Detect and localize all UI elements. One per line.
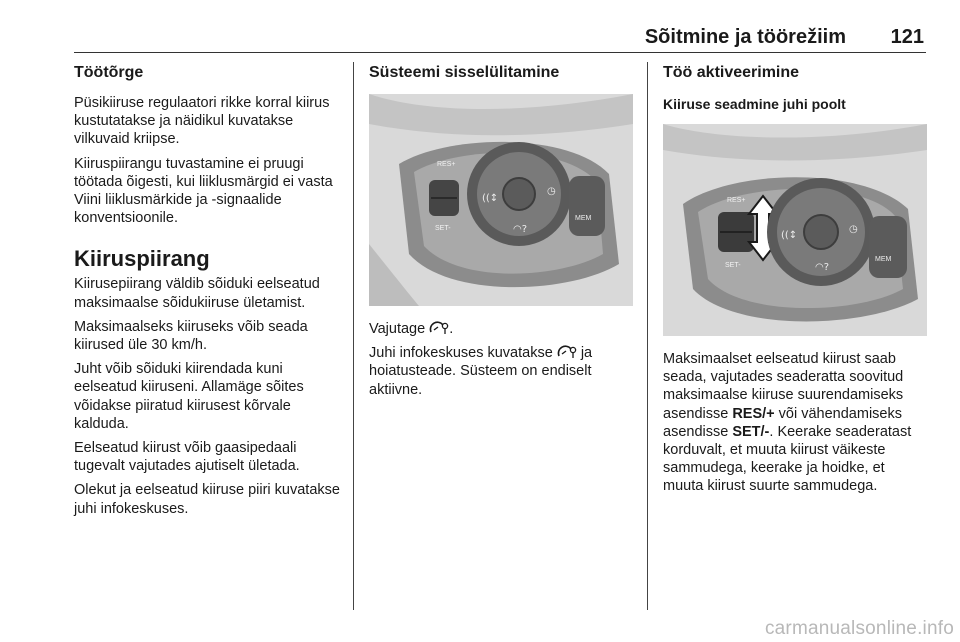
page-number: 121 — [890, 26, 924, 48]
column-divider — [353, 62, 354, 610]
column-left — [74, 62, 340, 524]
paragraph: Olekut ja eelseatud kiiruse piiri kuvatakse juhi infokeskuses. — [74, 482, 340, 517]
paragraph: Juhi infokeskuses kuvatakse ja hoiatusteade. Süsteem on endiselt aktiivne. — [369, 345, 593, 398]
header-title: Sõitmine ja töörežiim — [644, 26, 846, 48]
paragraph: Kiirusepiirang väldib sõiduki eelseatud maksimaalse sõidukiiruse ületamist. — [74, 276, 320, 311]
paragraph: Juht võib sõiduki kiirendada kuni eelseatud kiiruseni. Allamäge sõites võidakse piiratud kiirusest kõrvale kalduda. — [74, 361, 304, 432]
speed-limiter-icon — [557, 344, 577, 360]
svg-text:◷: ◷ — [547, 186, 556, 197]
paragraph: Kiiruspiirangu tuvastamine ei pruugi töötada õigesti, kui liiklusmärgid ei vasta Viini liiklusmärkide ja -signaalide konventsioonile. — [74, 155, 333, 227]
svg-text:((↕: ((↕ — [482, 193, 499, 204]
heading-kiiruspiirang: Kiiruspiirang — [74, 246, 210, 272]
column-middle — [369, 62, 633, 405]
heading-susteemi-sisselulitamine: Süsteemi sisselülitamine — [369, 64, 560, 81]
paragraph: Maksimaalseks kiiruseks võib seada kiirused üle 30 km/h. — [74, 318, 308, 354]
set-label: SET- — [435, 225, 451, 232]
heading-tootorge: Töötõrge — [74, 64, 144, 81]
paragraph: Maksimaalset eelseatud kiirust saab seada, vajutades seaderatta soovitud maksimaalse kiiruse suurendamiseks asendisse RES/+ või vähendamiseks asendisse SET/-. Keerake seaderatast korduvalt, et muuta kiirust väikeste sammudega, keerake ja hoidke, et muuta kiirust suurte sammudega. — [663, 351, 912, 495]
page-header — [74, 24, 926, 53]
paragraph: Püsikiiruse regulaatori rikke korral kiirus kustutatakse ja näidikul kuvatakse vilkuvaid kriipse. — [74, 95, 330, 148]
paragraph: Vajutage . — [369, 321, 454, 337]
column-divider — [647, 62, 648, 610]
mem-label: MEM — [875, 256, 892, 263]
res-label: RES+ — [437, 161, 456, 168]
res-label: RES+ — [727, 197, 746, 204]
set-label: SET- — [725, 262, 741, 269]
svg-text:◠?: ◠? — [513, 224, 528, 235]
svg-text:◠?: ◠? — [815, 262, 830, 273]
svg-text:((↕: ((↕ — [781, 230, 798, 241]
steering-wheel-controls-illustration — [369, 94, 633, 306]
steering-wheel-thumbwheel-illustration — [663, 124, 927, 336]
subheading-kiiruse-seadmine: Kiiruse seadmine juhi poolt — [663, 96, 846, 112]
mem-label: MEM — [575, 215, 592, 222]
watermark-footer: carmanualsonline.info — [764, 618, 954, 639]
svg-text:◷: ◷ — [849, 224, 858, 235]
speed-limiter-icon — [429, 320, 449, 336]
heading-too-aktiveerimine: Töö aktiveerimine — [663, 64, 800, 81]
column-right — [663, 62, 927, 502]
paragraph: Eelseatud kiirust võib gaasipedaali tugevalt vajutades ajutiselt ületada. — [74, 440, 300, 475]
